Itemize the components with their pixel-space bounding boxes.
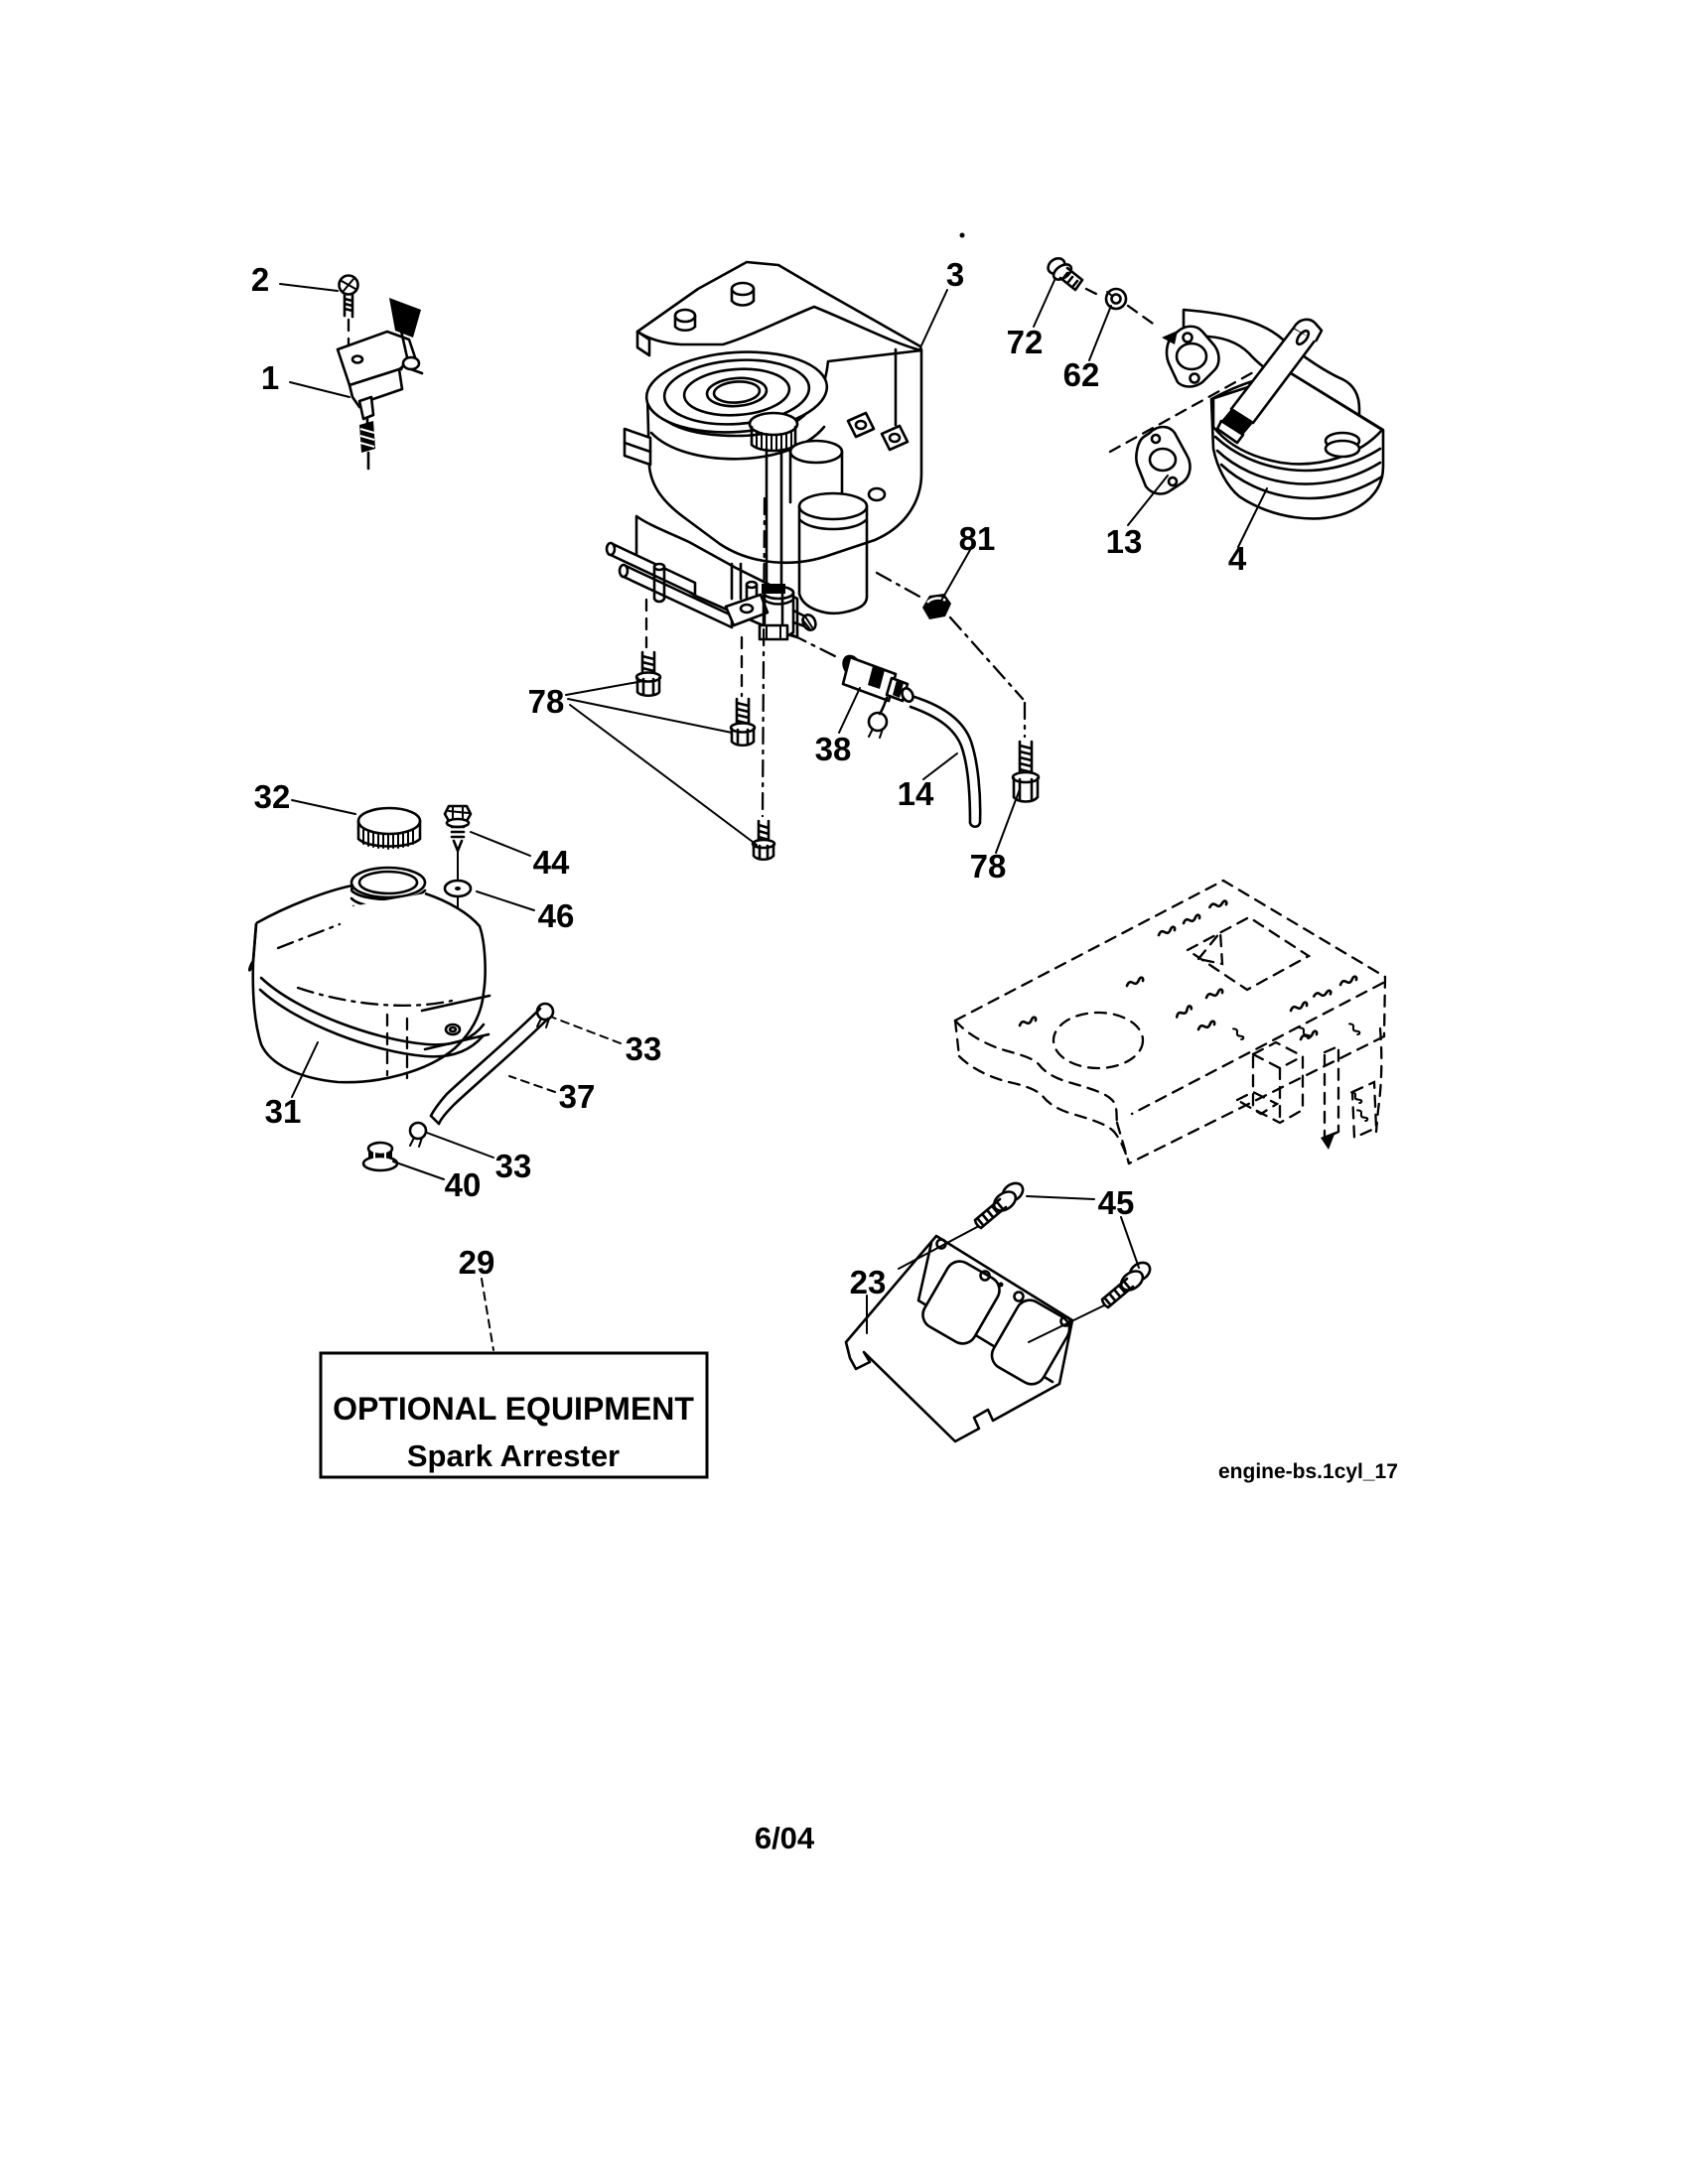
callout-62: 62 bbox=[1062, 356, 1100, 393]
optional-equipment-note bbox=[321, 1353, 707, 1477]
callout-45: 45 bbox=[1097, 1184, 1135, 1221]
callout-33-upper: 33 bbox=[625, 1030, 662, 1067]
throttle-control-assembly bbox=[338, 276, 422, 470]
callout-3: 3 bbox=[945, 256, 965, 293]
callout-46: 46 bbox=[537, 897, 575, 934]
callout-44: 44 bbox=[532, 844, 570, 881]
note-box-title: OPTIONAL EQUIPMENT bbox=[333, 1391, 694, 1427]
callout-37: 37 bbox=[558, 1078, 596, 1115]
callout-2: 2 bbox=[250, 261, 270, 298]
sheet-code: engine-bs.1cyl_17 bbox=[1218, 1460, 1398, 1483]
callout-78-left: 78 bbox=[527, 683, 565, 720]
callout-33-lower: 33 bbox=[494, 1148, 532, 1184]
callout-31: 31 bbox=[264, 1093, 302, 1130]
callout-13: 13 bbox=[1105, 523, 1143, 560]
callout-29: 29 bbox=[458, 1244, 495, 1281]
callout-4: 4 bbox=[1227, 540, 1247, 577]
callout-38: 38 bbox=[814, 731, 852, 767]
callout-40: 40 bbox=[444, 1166, 482, 1203]
callout-14: 14 bbox=[897, 775, 934, 812]
callout-32: 32 bbox=[253, 778, 291, 815]
callout-1: 1 bbox=[260, 359, 280, 396]
callout-72: 72 bbox=[1006, 324, 1044, 360]
callout-81: 81 bbox=[958, 520, 996, 557]
note-box-subtitle: Spark Arrester bbox=[406, 1438, 621, 1473]
callout-23: 23 bbox=[849, 1264, 887, 1300]
chassis-frame-reference bbox=[955, 881, 1385, 1163]
engine-assembly bbox=[607, 262, 921, 639]
date-code: 6/04 bbox=[754, 1821, 815, 1855]
callout-78-right: 78 bbox=[969, 848, 1007, 885]
stray-dot bbox=[960, 233, 965, 238]
